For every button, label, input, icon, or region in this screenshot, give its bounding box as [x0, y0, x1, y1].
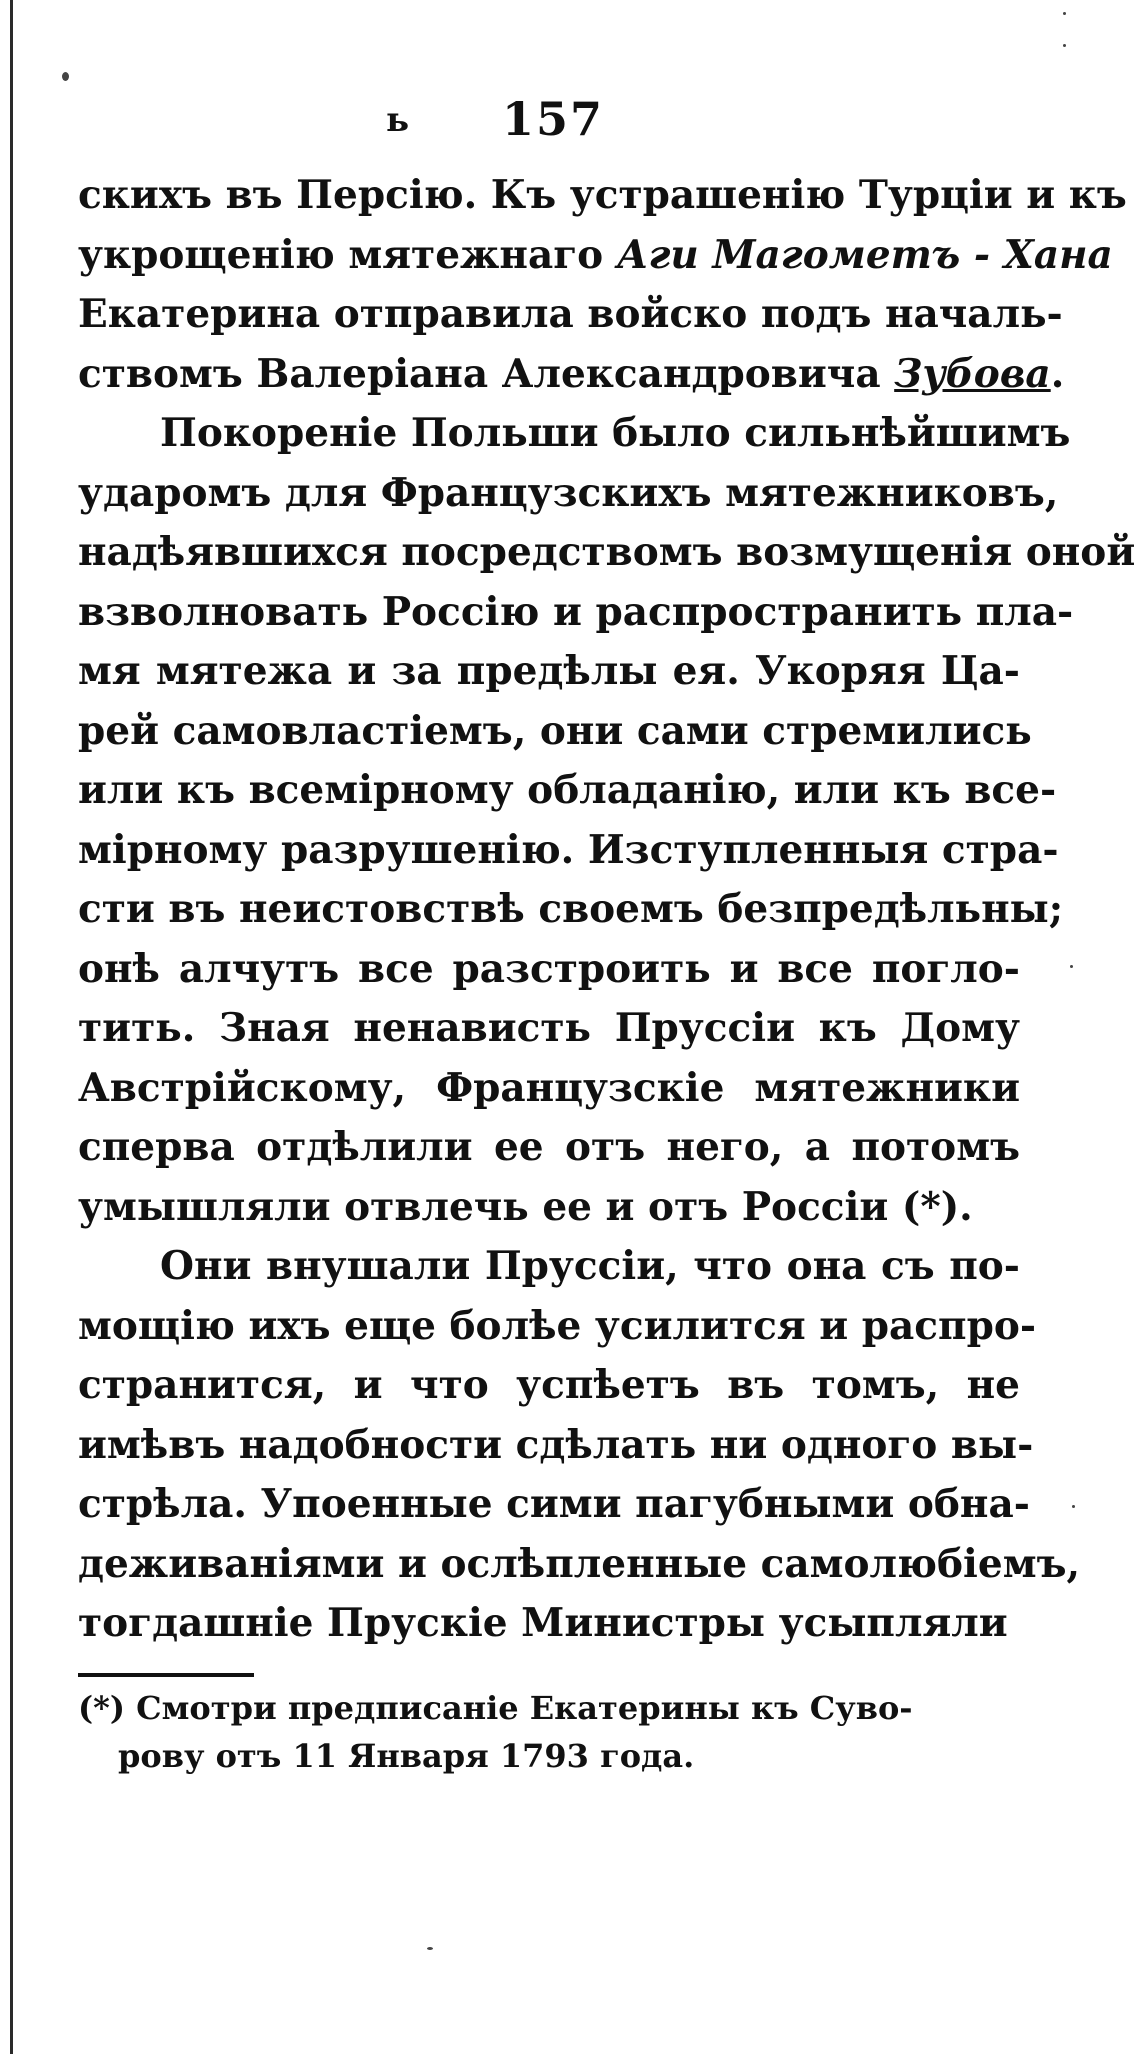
text-run: надѣявшихся посредствомъ возмущенія оной	[78, 529, 1136, 575]
text-run: сперва отдѣлили ее отъ него, а потомъ	[78, 1124, 1020, 1170]
text-line	[78, 226, 1113, 286]
text-line	[78, 285, 1063, 345]
footnote	[78, 1684, 1028, 1780]
italic-name: Аги Магометъ - Хана	[616, 231, 1113, 278]
text-line	[78, 1297, 1037, 1357]
text-line	[78, 583, 1074, 643]
text-run: взволновать Россію и распространить пла-	[78, 588, 1074, 635]
text-line	[78, 345, 1065, 405]
speck	[1072, 1505, 1075, 1508]
text-run: ствомъ Валеріана Александровича	[78, 350, 895, 397]
speck	[1070, 965, 1073, 968]
text-line	[78, 761, 1057, 821]
text-run: странится, и что успѣетъ въ томъ, не	[78, 1362, 1020, 1408]
text-line	[78, 1475, 1030, 1535]
text-line	[78, 821, 1059, 881]
text-line	[78, 940, 1020, 1000]
text-line	[78, 1118, 1020, 1178]
text-line	[78, 1059, 1020, 1119]
text-run: деживаніями и ослѣпленные самолюбіемъ,	[78, 1540, 1081, 1587]
speck	[62, 72, 69, 81]
text-line	[78, 1237, 1020, 1297]
text-line	[78, 999, 1020, 1059]
text-run: мя мятежа и за предѣлы ея. Укоряя Ца-	[78, 648, 1020, 694]
page-header	[0, 92, 1140, 152]
text-run: Екатерина отправила войско подъ началь-	[78, 291, 1063, 337]
text-line	[78, 464, 1059, 524]
text-line	[78, 1594, 1020, 1654]
text-run: стрѣла. Упоенные сими пагубными обна-	[78, 1481, 1030, 1527]
footnote-line: рову отъ 11 Января 1793 года.	[118, 1737, 695, 1775]
text-line	[78, 1356, 1020, 1416]
text-line	[78, 1178, 1020, 1238]
text-run: укрощенію мятежнаго	[78, 231, 617, 278]
text-run: ударомъ для Французскихъ мятежниковъ,	[78, 469, 1059, 516]
italic-name: Зубова	[894, 350, 1051, 397]
text-run: мірному разрушенію. Изступленныя стра-	[78, 826, 1059, 873]
text-line	[78, 702, 1032, 762]
text-run: умышляли отвлечь ее и отъ Россіи (*).	[78, 1183, 973, 1230]
body-text	[78, 166, 1136, 1654]
page-edge	[10, 0, 13, 2054]
text-run: имѣвъ надобности сдѣлать ни одного вы-	[78, 1421, 1034, 1468]
text-line	[78, 880, 1064, 940]
speck	[1063, 44, 1066, 47]
page-number: 157	[502, 92, 605, 146]
text-line	[78, 523, 1136, 583]
text-run: Покореніе Польши было сильнѣйшимъ	[160, 410, 1071, 456]
speck	[1063, 12, 1066, 15]
text-line	[78, 1416, 1034, 1476]
text-line	[78, 404, 1071, 464]
text-run: рей самовластіемъ, они сами стремились	[78, 707, 1032, 754]
text-run: онѣ алчутъ все разстроить и все погло-	[78, 945, 1020, 992]
text-line	[78, 166, 1127, 226]
speck	[427, 1947, 433, 1950]
text-run: мощію ихъ еще болѣе усилится и распро-	[78, 1302, 1037, 1349]
footnote-rule	[78, 1673, 254, 1677]
text-run: тить. Зная ненависть Пруссіи къ Дому	[78, 1005, 1020, 1051]
text-line	[78, 642, 1020, 702]
text-line	[78, 1535, 1081, 1595]
header-mark: ь	[386, 100, 410, 140]
text-run: тогдашніе Пруcкіе Министры усыпляли	[78, 1600, 1008, 1646]
text-run: Они внушали Пруссіи, что она съ по-	[160, 1243, 1020, 1289]
text-run: сти въ неистовствѣ своемъ безпредѣльны;	[78, 886, 1064, 932]
text-run: или къ всемірному обладанію, или къ все-	[78, 767, 1057, 813]
text-run: скихъ въ Персію. Къ устрашенію Турціи и къ	[78, 172, 1127, 218]
text-run: Австрійскому, Французскіе мятежники	[78, 1064, 1020, 1111]
footnote-line: (*) Смотри предписаніе Екатерины къ Суво-	[78, 1689, 913, 1727]
text-run: .	[1050, 350, 1065, 397]
